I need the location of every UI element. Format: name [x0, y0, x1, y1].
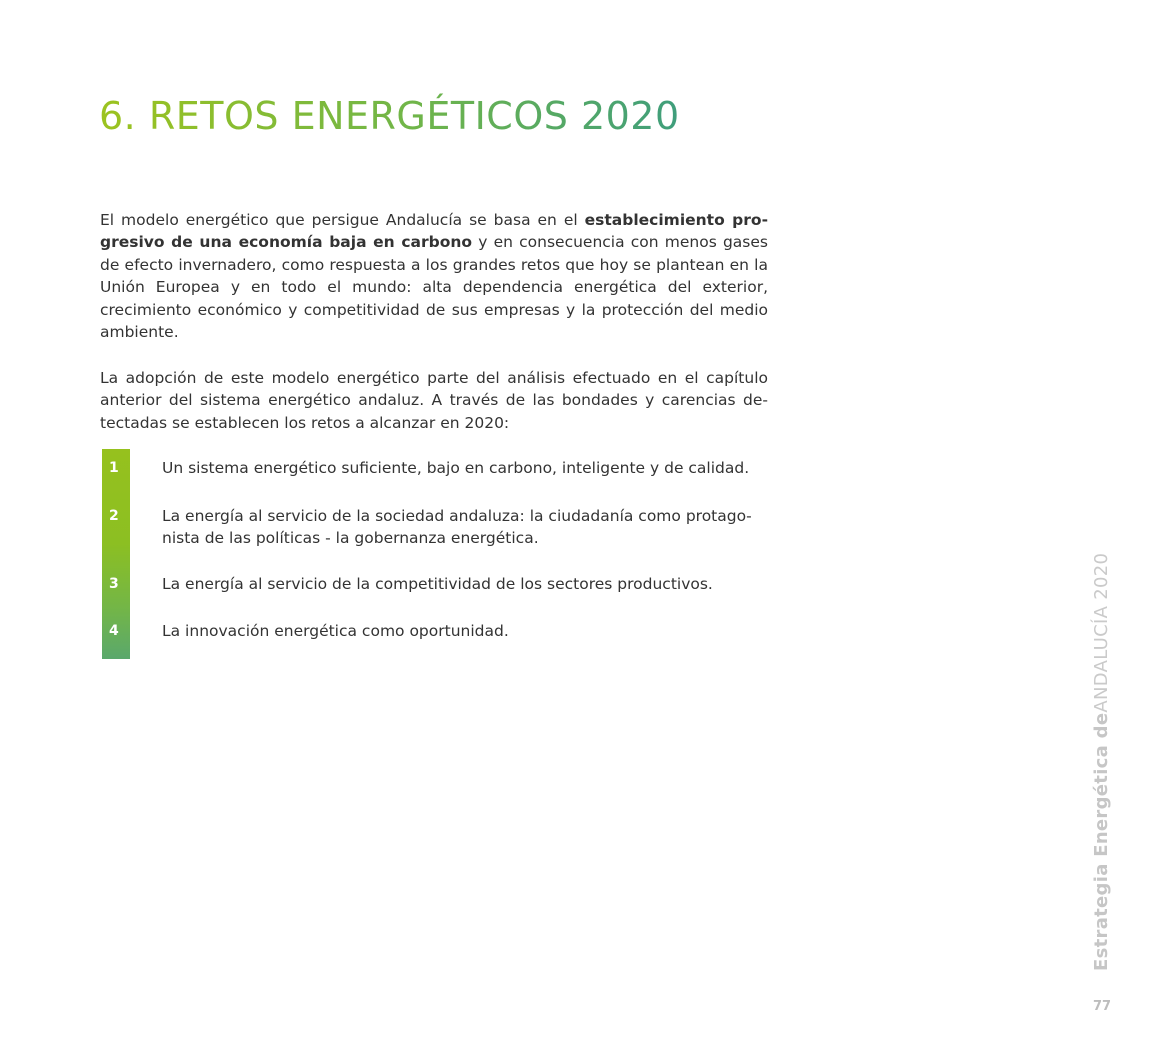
- goal-number: 1: [109, 460, 119, 476]
- side-title-light: ANDALUCÍA 2020: [1091, 552, 1112, 713]
- goal-text: La energía al servicio de la sociedad andaluza: la ciudadanía como protagonista de las políticas - la gobernanza energética.: [162, 507, 752, 548]
- goal-number: 2: [109, 508, 119, 524]
- goal-text: La innovación energética como oportunidad.: [162, 622, 509, 640]
- goal-number: 4: [109, 623, 119, 639]
- intro-text-before: El modelo energético que persigue Andalucía se basa en el: [100, 211, 585, 229]
- page-number: 77: [1093, 999, 1112, 1014]
- intro-bold-text: establecimiento progresivo de una economía baja en carbono: [100, 211, 768, 252]
- goal-text: Un sistema energético suficiente, bajo en carbono, inteligente y de calidad.: [162, 459, 750, 477]
- publication-side-title: [1091, 553, 1113, 971]
- goal-text: La energía al servicio de la competitividad de los sectores productivos.: [162, 575, 713, 593]
- page-title: 6. RETOS ENERGÉTICOS 2020: [99, 94, 680, 138]
- intro-paragraph: [100, 209, 768, 343]
- side-title-strong: Estrategia Energética de: [1091, 712, 1112, 971]
- intro-text-after: y en consecuencia con menos gases de efecto invernadero, como respuesta a los grandes retos que hoy se plantean en la Unión Europea y en todo el mundo: alta dependencia energética del exterior, crecimiento económico y competitividad de sus empresas y la protección del medio ambiente.: [100, 233, 768, 342]
- challenges-intro-paragraph: La adopción de este modelo energético parte del análisis efectuado en el capítulo anterior del sistema energético andaluz. A través de las bondades y carencias detectadas se establecen los retos a alcanzar en 2020:: [100, 369, 768, 432]
- goal-number: 3: [109, 576, 119, 592]
